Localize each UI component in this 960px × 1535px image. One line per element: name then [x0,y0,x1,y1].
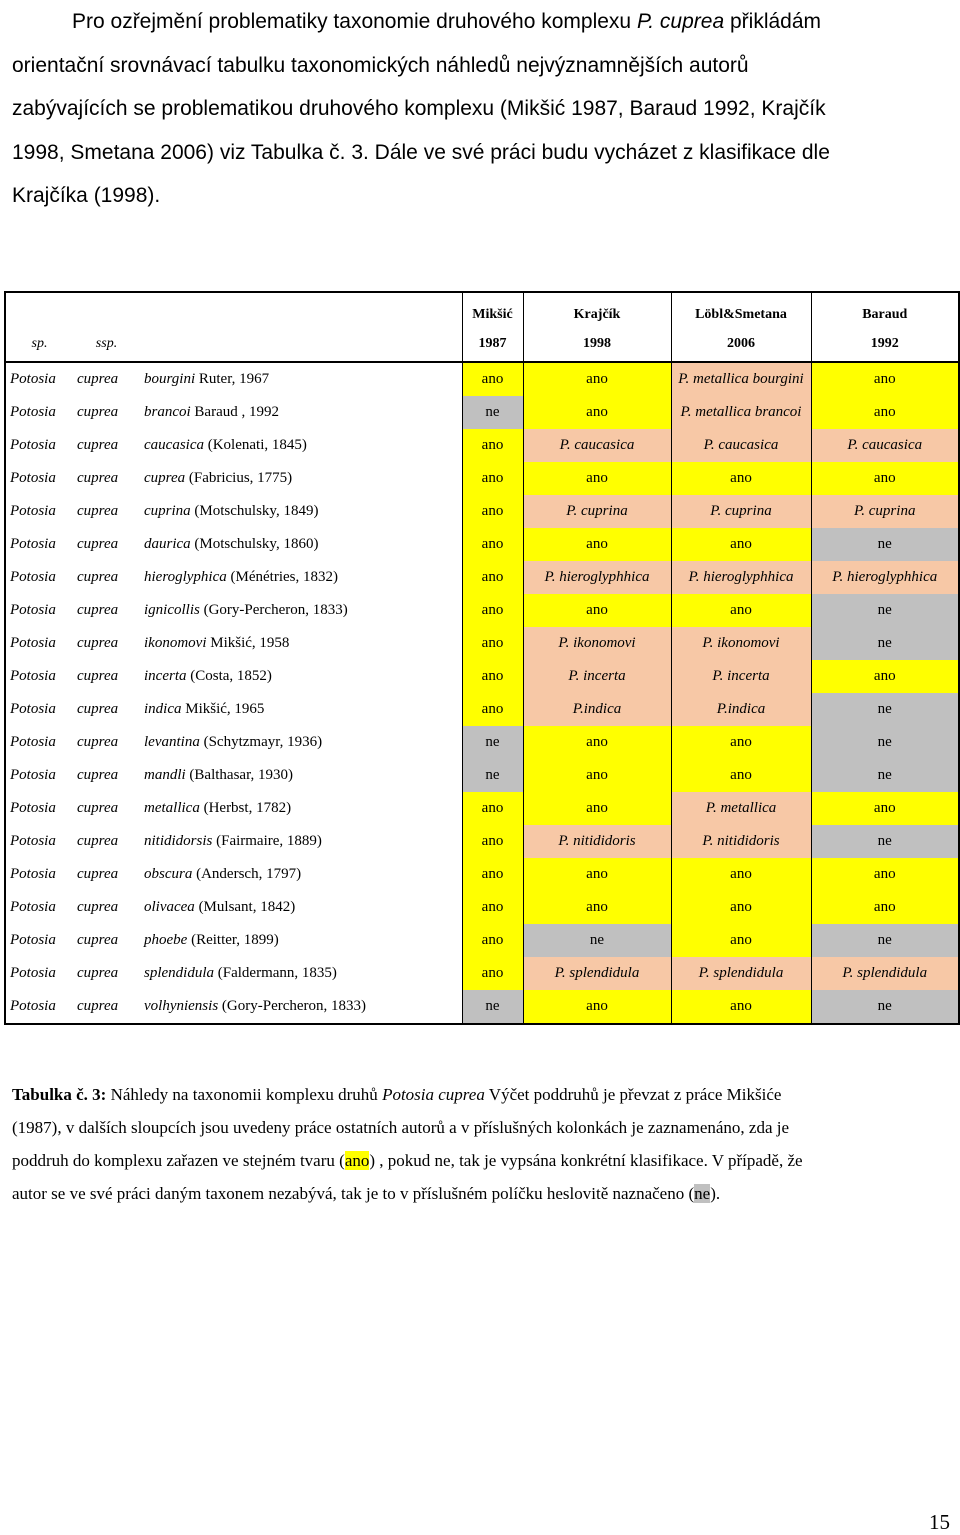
classification-name: P. caucasica [703,437,779,453]
header-year: 1992 [811,327,959,362]
species-cell: cuprea [77,734,119,750]
table-row [5,594,959,627]
text-line [12,44,937,88]
subspecies-author: (Schytzmayr, 1936) [199,734,323,750]
subspecies-author: (Andersch, 1797) [192,866,302,882]
classification-name: P. splendidula [554,965,640,981]
subspecies-cell [140,759,462,792]
subspecies-author: (Kolenati, 1845) [203,437,307,453]
subspecies-author: (Fabricius, 1775) [185,470,293,486]
subspecies-cell [140,726,462,759]
classification-cell [523,429,671,462]
text-run: Pro ozřejmění problematiky taxonomie druhového komplexu [72,10,637,33]
genus-cell: Potosia [5,825,73,858]
text-line [12,1078,942,1111]
table-row [5,396,959,429]
classification-cell: ne [462,759,523,792]
intro-paragraph [12,0,937,218]
text-run: zabývajících se problematikou druhového komplexu (Mikšić 1987, Baraud 1992, Krajčík [12,97,826,120]
classification-name: P. incerta [568,668,626,684]
classification-cell: ano [811,858,959,891]
classification-name: P.indica [572,701,622,717]
genus-cell: Potosia [5,528,73,561]
text-line [12,1144,942,1177]
classification-cell [671,362,811,396]
classification-cell: ano [523,858,671,891]
classification-cell: ne [811,825,959,858]
species-cell: cuprea [77,833,119,849]
classification-cell: ne [811,924,959,957]
classification-cell [811,495,959,528]
classification-cell [671,396,811,429]
classification-cell: ano [462,528,523,561]
subspecies-name: daurica [144,536,191,552]
classification-cell: ano [523,792,671,825]
genus-cell: Potosia [5,858,73,891]
classification-cell: ne [811,627,959,660]
genus-cell: Potosia [5,693,73,726]
bold-text: Tabulka č. 3: [12,1085,107,1104]
subspecies-name: incerta [144,668,187,684]
classification-cell: ano [671,924,811,957]
species-cell: cuprea [77,536,119,552]
genus-cell: Potosia [5,726,73,759]
species-cell: cuprea [73,990,140,1024]
subspecies-name: indica [144,701,182,717]
classification-cell [811,561,959,594]
classification-cell: ano [523,891,671,924]
subspecies-name: phoebe [144,932,188,948]
table-row [5,792,959,825]
classification-cell: ne [811,594,959,627]
classification-name: P. cuprina [854,503,916,519]
classification-cell: ano [811,462,959,495]
taxonomy-table [4,291,960,1025]
subspecies-author: (Mulsant, 1842) [194,899,296,915]
classification-cell: ano [671,726,811,759]
genus-cell: Potosia [5,362,73,396]
subspecies-name: obscura [144,866,193,882]
subspecies-cell [140,462,462,495]
genus-cell: Potosia [5,627,73,660]
classification-cell: ne [462,726,523,759]
subspecies-name: olivacea [144,899,195,915]
classification-cell [671,693,811,726]
classification-name: P.indica [716,701,766,717]
header-row-authors [5,292,959,327]
classification-cell: ano [462,957,523,990]
genus-cell: Potosia [5,957,73,990]
classification-cell: ano [462,627,523,660]
classification-cell: ano [811,362,959,396]
species-cell: cuprea [77,503,119,519]
classification-cell [671,627,811,660]
classification-name: P. splendidula [698,965,784,981]
text-line [12,174,937,218]
classification-cell: ano [811,660,959,693]
genus-cell: Potosia [5,891,73,924]
classification-cell [523,561,671,594]
subspecies-cell [140,792,462,825]
text-line [12,1111,942,1144]
subspecies-cell [140,957,462,990]
classification-cell: ano [671,759,811,792]
classification-cell [811,429,959,462]
table-row [5,495,959,528]
subspecies-author: (Gory-Percheron, 1833) [199,602,348,618]
classification-name: P. ikonomovi [702,635,780,651]
subspecies-cell [140,627,462,660]
subspecies-name: mandli [144,767,186,783]
classification-cell: ano [671,528,811,561]
classification-cell: ne [462,990,523,1024]
species-cell: cuprea [77,371,119,387]
header-author: Krajčík [523,292,671,327]
subspecies-name: splendidula [144,965,214,981]
header-author: Löbl&Smetana [671,292,811,327]
genus-cell: Potosia [5,561,73,594]
subspecies-author: (Motschulsky, 1849) [190,503,319,519]
classification-cell: ne [523,924,671,957]
classification-cell [811,957,959,990]
subspecies-author: (Ménétries, 1832) [226,569,338,585]
subspecies-author: (Balthasar, 1930) [185,767,293,783]
table-row [5,990,959,1024]
classification-name: P. caucasica [847,437,923,453]
subspecies-author: Mikšić, 1958 [206,635,290,651]
classification-cell: ano [462,660,523,693]
subspecies-cell [140,594,462,627]
subspecies-cell [140,660,462,693]
classification-cell [671,495,811,528]
subspecies-cell [140,429,462,462]
classification-cell [671,792,811,825]
subspecies-cell [140,528,462,561]
text-run: poddruh do komplexu zařazen ve stejném tvaru ( [12,1151,345,1170]
subspecies-author: Mikšić, 1965 [181,701,265,717]
subspecies-name: volhyniensis [144,998,219,1014]
classification-name: P. hieroglyphhica [544,569,650,585]
subspecies-cell [140,362,462,396]
species-cell: cuprea [77,602,119,618]
classification-cell: ano [462,561,523,594]
text-line [12,1177,942,1210]
subspecies-cell [140,990,462,1024]
italic-text: Potosia cuprea [382,1085,485,1104]
subspecies-cell [140,891,462,924]
species-cell: cuprea [77,635,119,651]
genus-cell: Potosia [5,429,73,462]
classification-cell: ne [811,693,959,726]
classification-cell: ano [462,924,523,957]
table-row [5,693,959,726]
table-row [5,891,959,924]
text-run: přikládám [724,10,822,33]
subspecies-name: ignicollis [144,602,200,618]
classification-name: P. nitididoris [558,833,636,849]
subspecies-name: metallica [144,800,200,816]
header-year: 1998 [523,327,671,362]
subspecies-cell [140,693,462,726]
genus-cell: Potosia [5,660,73,693]
genus-cell: Potosia [5,792,73,825]
classification-cell: ano [811,792,959,825]
table-row [5,858,959,891]
subspecies-author: Ruter, 1967 [195,371,270,387]
text-run: autor se ve své práci daným taxonem nezabývá, tak je to v příslušném políčku heslovitě naznačeno ( [12,1184,695,1203]
classification-cell [523,495,671,528]
species-cell: cuprea [77,437,119,453]
text-run: 1998, Smetana 2006) viz Tabulka č. 3. Dále ve své práci budu vycházet z klasifikace dle [12,140,830,164]
subspecies-author: (Herbst, 1782) [199,800,292,816]
classification-cell: ano [462,362,523,396]
genus-cell: Potosia [5,396,73,429]
subspecies-author: (Reitter, 1899) [187,932,279,948]
taxonomy-table-body [5,292,959,1024]
subspecies-cell [140,396,462,429]
species-cell: cuprea [77,800,119,816]
subspecies-cell [140,924,462,957]
classification-name: P. cuprina [710,503,772,519]
subspecies-name: cuprea [144,470,186,486]
classification-cell [671,825,811,858]
classification-name: P. ikonomovi [558,635,636,651]
species-cell: cuprea [77,932,119,948]
header-year: 2006 [671,327,811,362]
classification-cell: ano [523,990,671,1024]
header-author: Baraud [811,292,959,327]
table-row [5,362,959,396]
text-run: orientační srovnávací tabulku taxonomických náhledů nejvýznamnějších autorů [12,53,749,77]
classification-cell: ano [811,396,959,429]
subspecies-author: (Motschulsky, 1860) [190,536,319,552]
species-cell: cuprea [77,767,119,783]
text-run: Krajčíka (1998). [12,184,161,207]
classification-cell: ano [462,462,523,495]
classification-cell: ano [671,891,811,924]
classification-cell: ne [811,759,959,792]
text-run: (1987), v dalších sloupcích jsou uvedeny práce ostatních autorů a v příslušných kolonkách je zaznamenáno, zda je [12,1118,790,1137]
classification-cell [523,693,671,726]
species-cell: cuprea [77,866,119,882]
classification-name: P. incerta [712,668,770,684]
classification-cell [671,561,811,594]
subspecies-cell [140,858,462,891]
subspecies-cell [140,495,462,528]
classification-cell: ano [462,594,523,627]
text-run: Náhledy na taxonomii komplexu druhů [106,1085,383,1104]
genus-cell: Potosia [5,924,73,957]
table-row [5,627,959,660]
classification-cell: ano [671,990,811,1024]
classification-cell [523,825,671,858]
species-cell: cuprea [77,668,119,684]
table-row [5,759,959,792]
species-cell: cuprea [77,899,119,915]
table-caption [12,1078,942,1210]
classification-cell: ano [462,792,523,825]
classification-cell [671,957,811,990]
classification-cell: ano [462,858,523,891]
italic-text: P. cuprea [636,10,725,33]
classification-cell: ano [462,693,523,726]
classification-cell: ano [523,396,671,429]
subspecies-author: (Fairmaire, 1889) [212,833,322,849]
page-number: 15 [929,1510,950,1534]
classification-cell [671,429,811,462]
classification-cell: ano [462,429,523,462]
genus-cell: Potosia [5,990,73,1024]
table-row [5,462,959,495]
table-row [5,924,959,957]
classification-cell [523,957,671,990]
text-line [12,0,937,44]
subspecies-name: caucasica [144,437,204,453]
table-row [5,957,959,990]
highlight-ne: ne [694,1184,711,1203]
subspecies-cell [140,825,462,858]
classification-cell: ano [462,495,523,528]
species-cell: cuprea [77,965,119,981]
subspecies-name: brancoi [144,404,191,420]
classification-cell: ano [523,462,671,495]
highlight-ano: ano [344,1151,370,1170]
species-cell: cuprea [77,701,119,717]
text-line [12,131,937,175]
table-row [5,660,959,693]
classification-cell: ano [523,759,671,792]
classification-cell: ano [523,362,671,396]
classification-cell: ano [462,891,523,924]
genus-cell: Potosia [5,462,73,495]
classification-cell: ne [811,726,959,759]
classification-cell: ne [811,990,959,1024]
subspecies-author: (Faldermann, 1835) [214,965,337,981]
classification-name: P. splendidula [842,965,928,981]
subspecies-author: (Costa, 1852) [186,668,272,684]
species-cell: cuprea [77,404,119,420]
classification-name: P. nitididoris [702,833,780,849]
classification-name: P. metallica bourgini [678,371,804,387]
classification-name: P. hieroglyphhica [832,569,938,585]
classification-cell [523,660,671,693]
classification-name: P. cuprina [566,503,628,519]
genus-cell: Potosia [5,759,73,792]
classification-name: P. hieroglyphhica [688,569,794,585]
classification-cell [671,660,811,693]
table-row [5,528,959,561]
classification-name: P. metallica [705,800,777,816]
subspecies-cell [140,561,462,594]
text-run: ) , pokud ne, tak je vypsána konkrétní klasifikace. V případě, že [369,1151,803,1170]
classification-cell: ano [523,528,671,561]
text-line [12,87,937,131]
genus-cell: Potosia [5,594,73,627]
subspecies-author: (Gory-Percheron, 1833) [218,998,367,1014]
header-ssp: ssp. [73,327,140,362]
table-row [5,726,959,759]
classification-cell: ne [811,528,959,561]
classification-cell: ano [811,891,959,924]
table-row [5,429,959,462]
header-row-years [5,327,959,362]
classification-name: P. metallica brancoi [680,404,802,420]
classification-cell [523,627,671,660]
subspecies-name: cuprina [144,503,191,519]
table-row [5,561,959,594]
subspecies-name: levantina [144,734,200,750]
subspecies-name: bourgini [144,371,196,387]
species-cell: cuprea [77,470,119,486]
text-run: ). [710,1184,721,1203]
header-year: 1987 [462,327,523,362]
subspecies-author: Baraud , 1992 [190,404,279,420]
classification-cell: ano [462,825,523,858]
table-row [5,825,959,858]
genus-cell: Potosia [5,495,73,528]
classification-cell: ano [671,594,811,627]
header-author: Mikšić [462,292,523,327]
subspecies-name: hieroglyphica [144,569,227,585]
classification-name: P. caucasica [559,437,635,453]
species-cell: cuprea [77,569,119,585]
classification-cell: ano [671,462,811,495]
classification-cell: ano [523,726,671,759]
header-sp: sp. [5,327,73,362]
text-run: Výčet poddruhů je převzat z práce Mikšiće [484,1085,782,1104]
classification-cell: ne [462,396,523,429]
subspecies-name: nitididorsis [144,833,213,849]
classification-cell: ano [671,858,811,891]
classification-cell: ano [523,594,671,627]
subspecies-name: ikonomovi [144,635,207,651]
